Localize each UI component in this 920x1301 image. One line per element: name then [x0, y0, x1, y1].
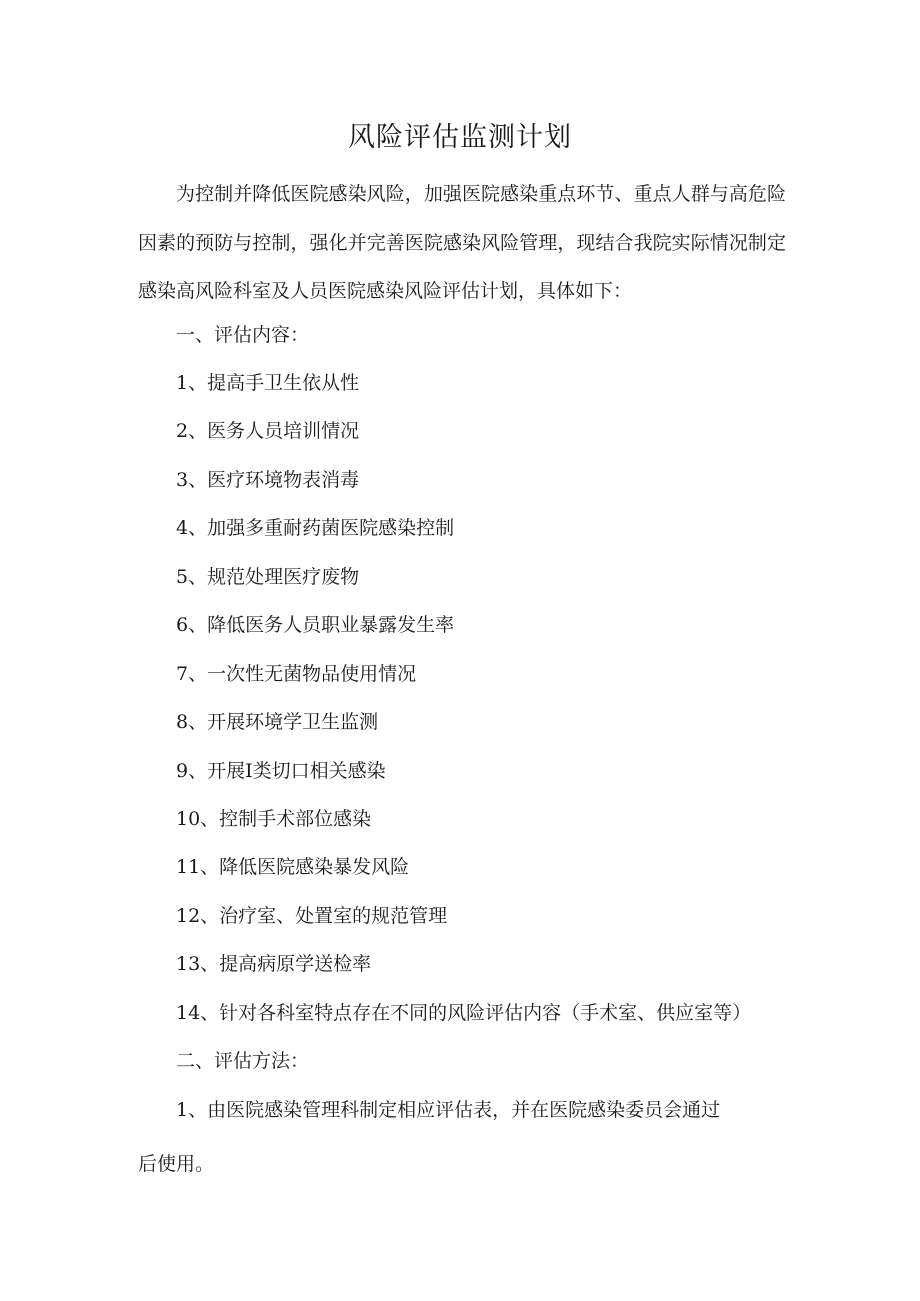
- list-item: 5、规范处理医疗废物: [176, 566, 360, 588]
- method-item-continuation: 后使用。: [138, 1153, 215, 1175]
- list-item: 7、一次性无菌物品使用情况: [176, 663, 417, 685]
- list-item: 1、提高手卫生依从性: [176, 372, 360, 394]
- list-item: 9、开展I类切口相关感染: [176, 760, 386, 782]
- list-item: 6、降低医务人员职业暴露发生率: [176, 614, 455, 636]
- list-item: 10、控制手术部位感染: [176, 808, 372, 830]
- intro-paragraph: 为控制并降低医院感染风险，加强医院感染重点环节、重点人群与高危险因素的预防与控制，强化并完善医院感染风险管理，现结合我院实际情况制定感染高风险科室及人员医院感染风险评估计划，具体如下：: [138, 183, 786, 302]
- list-item: 14、针对各科室特点存在不同的风险评估内容（手术室、供应室等）: [176, 1002, 752, 1024]
- list-item: 12、治疗室、处置室的规范管理: [176, 905, 448, 927]
- list-item: 11、降低医院感染暴发风险: [176, 856, 410, 878]
- document-title: 风险评估监测计划: [348, 122, 572, 153]
- list-item: 13、提高病原学送检率: [176, 953, 372, 975]
- list-item: 4、加强多重耐药菌医院感染控制: [176, 517, 455, 539]
- section-heading-content: 一、评估内容：: [176, 324, 310, 346]
- list-item: 3、医疗环境物表消毒: [176, 469, 360, 491]
- list-item: 8、开展环境学卫生监测: [176, 711, 379, 733]
- method-item-line: 1、由医院感染管理科制定相应评估表，并在医院感染委员会通过: [176, 1099, 721, 1121]
- list-item: 2、医务人员培训情况: [176, 420, 360, 442]
- section-heading-method: 二、评估方法：: [176, 1050, 310, 1072]
